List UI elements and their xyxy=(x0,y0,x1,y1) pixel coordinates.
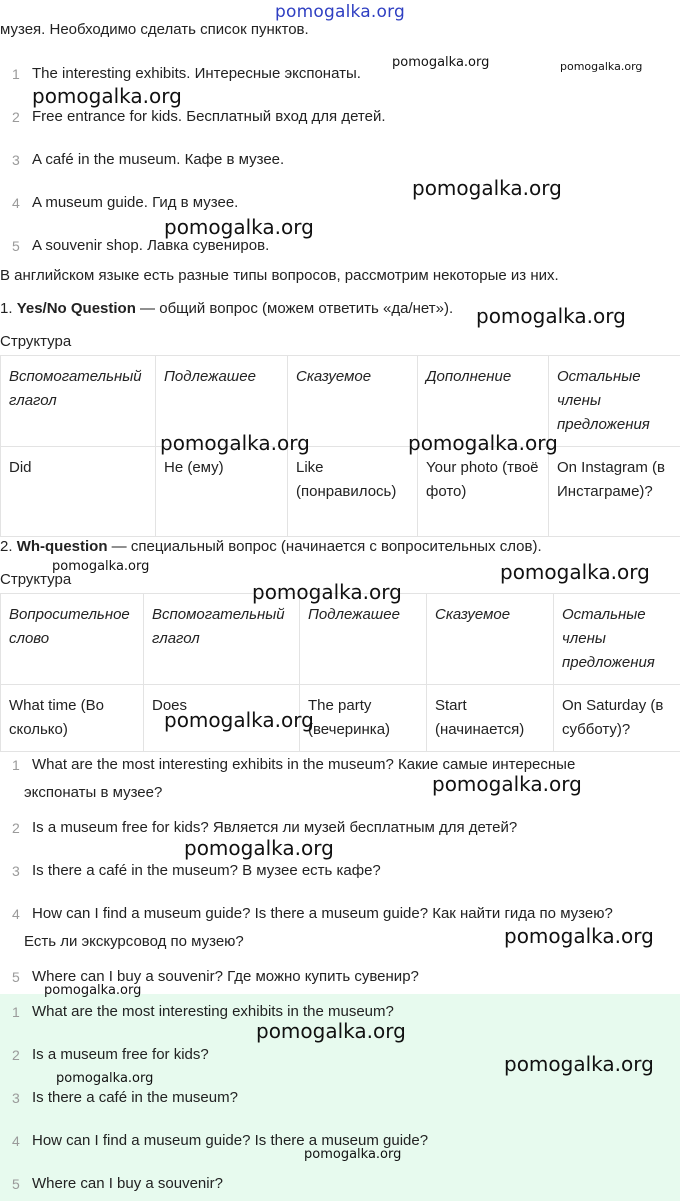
table-cell: On Saturday (в субботу)? xyxy=(554,685,680,752)
table-wh-structure xyxy=(0,593,680,752)
watermark: pomogalka.org xyxy=(392,55,490,70)
table-row xyxy=(1,685,680,752)
item-number: 1 xyxy=(12,66,20,82)
list-item xyxy=(0,860,680,884)
watermark: pomogalka.org xyxy=(32,84,182,108)
q2-term: Wh-question xyxy=(16,538,108,555)
q1-number: 1. xyxy=(0,300,17,317)
table-header-row xyxy=(1,356,680,447)
watermark: pomogalka.org xyxy=(412,176,562,200)
table-yes-no-structure xyxy=(0,355,680,537)
list-item xyxy=(0,149,680,173)
item-text: How can I find a museum guide? Is there a museum guide? xyxy=(32,1132,429,1149)
watermark: pomogalka.org xyxy=(160,431,310,455)
item-number: 1 xyxy=(12,757,20,773)
item-text: A souvenir shop. Лавка сувениров. xyxy=(32,237,270,254)
table-header-cell: Подлежашее xyxy=(300,594,427,685)
item-text: Where can I buy a souvenir? Где можно купить сувенир? xyxy=(32,968,419,985)
watermark: pomogalka.org xyxy=(304,1147,402,1162)
table-cell: Does xyxy=(144,685,300,752)
answer-item xyxy=(0,1173,680,1197)
structure-label-2: Структура xyxy=(0,571,72,588)
item-number: 2 xyxy=(12,109,20,125)
table-cell: The party (вечеринка) xyxy=(300,685,427,752)
item-text: Where can I buy a souvenir? xyxy=(32,1175,223,1192)
item-text: Is there a café in the museum? В музее есть кафе? xyxy=(32,862,381,879)
watermark: pomogalka.org xyxy=(56,1071,154,1086)
watermark: pomogalka.org xyxy=(432,772,582,796)
list-item xyxy=(0,235,680,259)
item-text: Free entrance for kids. Бесплатный вход для детей. xyxy=(32,108,386,125)
watermark: pomogalka.org xyxy=(408,431,558,455)
table-header-cell: Сказуемое xyxy=(288,356,418,447)
watermark: pomogalka.org xyxy=(52,559,150,574)
table-header-cell: Остальные члены предложения xyxy=(554,594,680,685)
watermark: pomogalka.org xyxy=(256,1019,406,1043)
watermark: pomogalka.org xyxy=(164,215,314,239)
table-cell: On Instagram (в Инстаграме)? xyxy=(549,447,680,537)
types-intro: В английском языке есть разные типы вопросов, рассмотрим некоторые из них. xyxy=(0,267,559,284)
top-watermark: pomogalka.org xyxy=(275,2,405,22)
item-number: 4 xyxy=(12,906,20,922)
table-header-cell: Подлежашее xyxy=(156,356,288,447)
watermark: pomogalka.org xyxy=(560,60,643,73)
table-cell: Start (начинается) xyxy=(427,685,554,752)
table-cell: Your photo (твоё фото) xyxy=(418,447,549,537)
item-number: 1 xyxy=(12,1004,20,1020)
item-number: 2 xyxy=(12,1047,20,1063)
item-number: 3 xyxy=(12,1090,20,1106)
watermark: pomogalka.org xyxy=(44,983,142,998)
item-text-continued: экспонаты в музее? xyxy=(24,784,163,801)
list-item xyxy=(0,106,680,130)
watermark: pomogalka.org xyxy=(500,560,650,584)
watermark: pomogalka.org xyxy=(184,836,334,860)
list-item xyxy=(0,192,680,216)
item-number: 4 xyxy=(12,195,20,211)
q2-description: — специальный вопрос (начинается с вопросительных слов). xyxy=(107,538,542,555)
intro-line: музея. Необходимо сделать список пунктов. xyxy=(0,21,309,38)
table-header-cell: Дополнение xyxy=(418,356,549,447)
table-header-cell: Сказуемое xyxy=(427,594,554,685)
item-text: The interesting exhibits. Интересные экспонаты. xyxy=(32,65,361,82)
item-text: How can I find a museum guide? Is there a museum guide? Как найти гида по музею? xyxy=(32,905,613,922)
item-text: Is a museum free for kids? xyxy=(32,1046,209,1063)
item-number: 2 xyxy=(12,820,20,836)
item-text: What are the most interesting exhibits in the museum? xyxy=(32,1003,394,1020)
item-number: 5 xyxy=(12,238,20,254)
q2-heading xyxy=(0,538,542,555)
item-text: Is there a café in the museum? xyxy=(32,1089,238,1106)
item-number: 3 xyxy=(12,152,20,168)
table-row xyxy=(1,447,680,537)
watermark: pomogalka.org xyxy=(252,580,402,604)
item-text: A museum guide. Гид в музее. xyxy=(32,194,239,211)
q1-term: Yes/No Question xyxy=(16,300,136,317)
structure-label-1: Структура xyxy=(0,333,72,350)
item-text-continued: Есть ли экскурсовод по музею? xyxy=(24,933,244,950)
table-header-row xyxy=(1,594,680,685)
q1-description: — общий вопрос (можем ответить «да/нет»). xyxy=(135,300,454,317)
item-text: A café in the museum. Кафе в музее. xyxy=(32,151,285,168)
table-header-cell: Остальные члены предложения xyxy=(549,356,680,447)
table-cell: He (ему) xyxy=(156,447,288,537)
table-header-cell: Вспомогательный глагол xyxy=(144,594,300,685)
item-number: 4 xyxy=(12,1133,20,1149)
table-cell: Like (понравилось) xyxy=(288,447,418,537)
item-text: Is a museum free for kids? Является ли музей бесплатным для детей? xyxy=(32,819,518,836)
watermark: pomogalka.org xyxy=(504,1052,654,1076)
list-item xyxy=(0,817,680,841)
table-header-cell: Вспомогательный глагол xyxy=(1,356,156,447)
q1-heading xyxy=(0,300,453,317)
item-number: 5 xyxy=(12,969,20,985)
table-cell: What time (Во сколько) xyxy=(1,685,144,752)
table-header-cell: Вопросительное слово xyxy=(1,594,144,685)
watermark: pomogalka.org xyxy=(504,924,654,948)
q2-number: 2. xyxy=(0,538,17,555)
answer-item xyxy=(0,1087,680,1111)
item-number: 5 xyxy=(12,1176,20,1192)
watermark: pomogalka.org xyxy=(164,708,314,732)
table-cell: Did xyxy=(1,447,156,537)
item-number: 3 xyxy=(12,863,20,879)
item-text: What are the most interesting exhibits in the museum? Какие самые интересные xyxy=(32,756,576,773)
watermark: pomogalka.org xyxy=(476,304,626,328)
